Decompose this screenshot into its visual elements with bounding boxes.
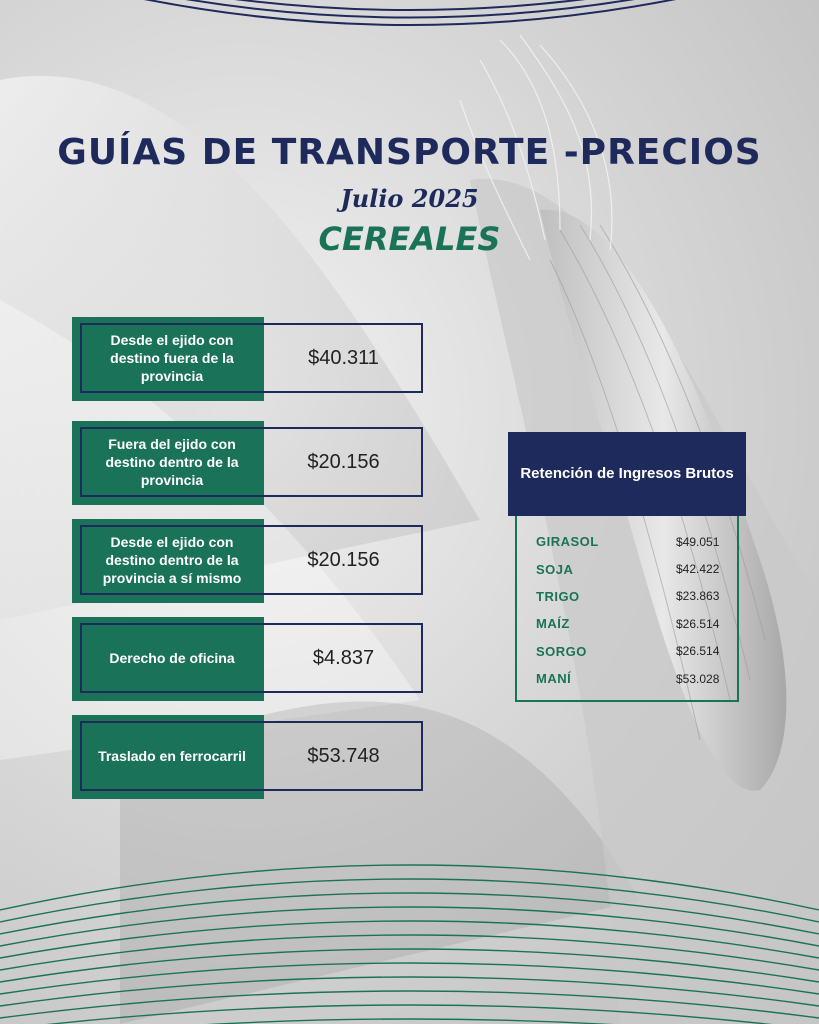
retencion-item-soja [536,555,736,582]
price-row-derecho-oficina [72,617,424,702]
price-value: $53.748 [307,744,380,767]
crop-name: MAÍZ [536,616,570,632]
price-label: Desde el ejido con destino fuera de la provincia [110,332,234,384]
retencion-item-girasol [536,528,736,555]
retencion-item-trigo [536,583,736,610]
crop-value: $26.514 [676,644,720,659]
price-label: Fuera del ejido con destino dentro de la provincia [105,436,239,488]
crop-name: SORGO [536,643,587,659]
price-row-fuera-provincia [72,317,424,402]
price-value: $20.156 [307,548,380,571]
crop-name: GIRASOL [536,534,599,550]
crop-value: $49.051 [676,534,720,549]
retencion-item-mani [536,665,736,692]
crop-name: TRIGO [536,588,580,604]
page-subtitle-date: Julio 2025 [340,184,479,213]
price-value: $4.837 [312,646,375,669]
price-value: $40.311 [308,346,379,369]
page-title: GUÍAS DE TRANSPORTE -PRECIOS [57,132,762,173]
retencion-item-maiz [536,610,736,637]
crop-value: $53.028 [676,671,720,686]
crop-value: $23.863 [676,589,720,604]
price-row-dentro-provincia [72,421,424,506]
crop-value: $26.514 [676,616,720,631]
retencion-list [536,528,736,692]
price-label: Desde el ejido con destino dentro de la provincia a sí mismo [102,534,242,586]
retencion-title: Retención de Ingresos Brutos [508,432,746,516]
price-value: $20.156 [307,450,380,473]
retencion-panel [508,432,746,702]
price-label: Derecho de oficina [109,650,235,666]
price-label: Traslado en ferrocarril [98,748,246,764]
price-row-a-si-mismo [72,519,424,604]
crop-name: SOJA [536,561,574,577]
top-decorative-arcs [60,0,760,25]
crop-value: $42.422 [676,562,720,577]
crop-name: MANÍ [536,671,572,687]
price-row-ferrocarril [72,715,424,800]
category-heading: CEREALES [318,220,501,258]
retencion-item-sorgo [536,638,736,665]
